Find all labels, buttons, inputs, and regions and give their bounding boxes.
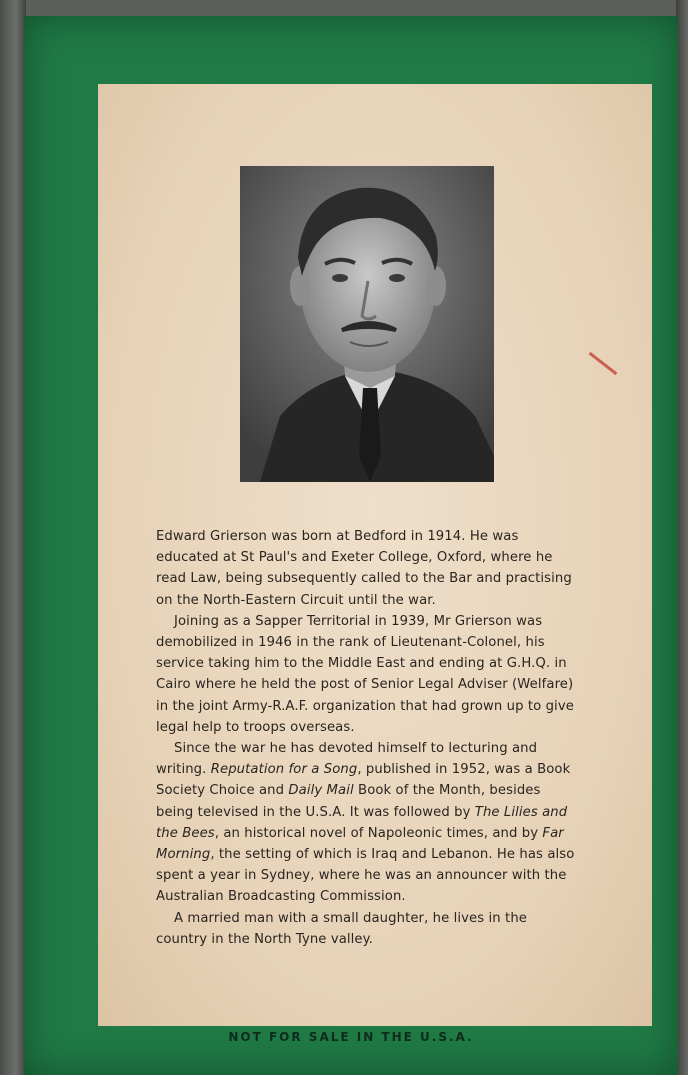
- bio-paragraph-3: Since the war he has devoted himself to lecturing and writing. Reputation for a Song, published in 1952, was a Book Society Choice and Daily Mail Book of the Month, besides being televised in the U.S.A. It was followed by The Lilies and the Bees, an historical novel of Napoleonic times, and by Far Morning, the setting of which is Iraq and Lebanon. He has also spent a year in Sydney, where he was an announcer with the Australian Broadcasting Commission.: [156, 741, 575, 905]
- newspaper-title: Daily Mail: [288, 783, 354, 799]
- bio-paragraph-2: Joining as a Sapper Territorial in 1939, Mr Grierson was demobilized in 1946 in the rank of Lieutenant-Colonel, his service taking him to the Middle East and ending at G.H.Q. in Cairo where he held the post of Senior Legal Adviser (Welfare) in the joint Army-R.A.F. organization that had grown up to give legal help to troops overseas.: [156, 613, 574, 735]
- sale-restriction-notice: NOT FOR SALE IN THE U.S.A.: [228, 1030, 474, 1044]
- author-biography: [156, 526, 576, 950]
- book-edge-left: [0, 0, 26, 1075]
- back-cover: [24, 16, 678, 1075]
- book-title: The Lilies and the Bees: [156, 804, 568, 841]
- bio-paragraph-1: Edward Grierson was born at Bedford in 1914. He was educated at St Paul's and Exeter College, Oxford, where he read Law, being subsequently called to the Bar and practising on the North-Eastern Circuit until the war.: [156, 529, 572, 608]
- bio-paragraph-4: A married man with a small daughter, he lives in the country in the North Tyne valley.: [156, 910, 527, 947]
- author-portrait-icon: [240, 166, 494, 482]
- pen-mark: [589, 352, 618, 375]
- book-title: Far Morning: [156, 825, 564, 863]
- book-title: Reputation for a Song: [210, 762, 358, 778]
- text-panel: [98, 84, 652, 1026]
